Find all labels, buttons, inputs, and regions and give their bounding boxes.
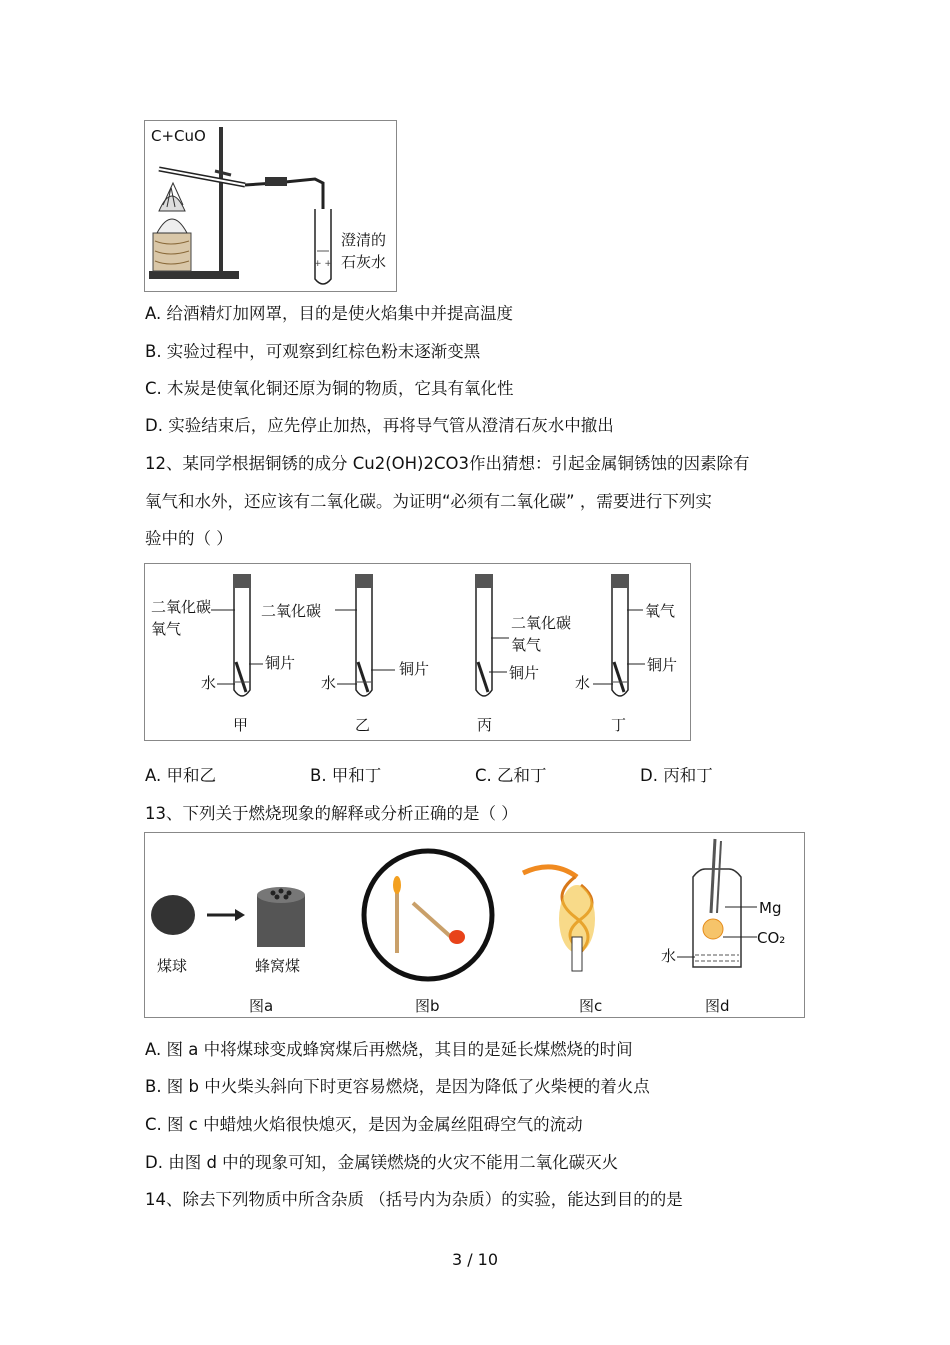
label-ding-cu: 铜片: [647, 656, 678, 674]
match-tilted: [413, 903, 451, 937]
label-honeycomb: 蜂窝煤: [255, 957, 301, 975]
q11-option-c: C. 木炭是使氧化铜还原为铜的物质，它具有氧化性: [145, 379, 514, 398]
label-yi-water: 水: [321, 674, 337, 692]
tube-jia: [151, 574, 295, 734]
coal-ball: [151, 895, 195, 935]
q14-stem: 14、除去下列物质中所含杂质 （括号内为杂质）的实验，能达到目的的是: [145, 1190, 683, 1209]
q13-option-c: C. 图 c 中蜡烛火焰很快熄灭，是因为金属丝阻碍空气的流动: [145, 1115, 583, 1134]
label-yi-cu: 铜片: [399, 660, 430, 678]
caption-jia: 甲: [233, 716, 249, 734]
q12-option-a: A. 甲和乙: [145, 766, 216, 785]
figure-copper-rust-tubes: [144, 563, 691, 741]
label-jia-water: 水: [201, 674, 217, 692]
panel-c: [523, 867, 602, 1015]
label-limewater-2: 石灰水: [341, 253, 387, 271]
copper-rust-diagram: [145, 564, 690, 740]
caption-ding: 丁: [611, 716, 627, 734]
label-bing-cu: 铜片: [509, 664, 540, 682]
label-c-cuo: C+CuO: [151, 127, 206, 145]
stand-rod: [219, 127, 223, 273]
receiving-tube: [315, 209, 331, 284]
panel-d: [661, 839, 785, 1015]
page-number: 3 / 10: [451, 1250, 499, 1269]
rubber-tube: [265, 177, 287, 186]
panel-b: [364, 851, 492, 1015]
label-ding-o2: 氧气: [645, 602, 676, 620]
figure-combustion: [144, 832, 805, 1018]
wire-gauze-cover: [159, 196, 185, 211]
caption-yi: 乙: [355, 716, 371, 734]
label-water-d: 水: [661, 947, 677, 965]
q13-option-a: A. 图 a 中将煤球变成蜂窝煤后再燃烧，其目的是延长煤燃烧的时间: [145, 1040, 633, 1059]
candle: [572, 937, 582, 971]
label-coal-ball: 煤球: [157, 957, 188, 975]
label-jia-co2: 二氧化碳: [151, 598, 212, 616]
q13-stem: 13、下列关于燃烧现象的解释或分析正确的是（ ）: [145, 804, 518, 823]
q12-stem-line3: 验中的（ ）: [145, 529, 233, 548]
panel-a: [151, 887, 305, 1015]
q12-option-d: D. 丙和丁: [640, 766, 713, 785]
caption-a: 图a: [249, 997, 274, 1015]
q11-option-a: A. 给酒精灯加网罩，目的是使火焰集中并提高温度: [145, 304, 513, 323]
label-yi-co2: 二氧化碳: [261, 602, 322, 620]
label-mg: Mg: [759, 899, 782, 917]
label-co2: CO₂: [757, 929, 786, 947]
label-limewater-1: 澄清的: [341, 231, 387, 249]
tube-ding: [575, 574, 677, 734]
caption-c: 图c: [579, 997, 603, 1015]
stand-base: [149, 271, 239, 279]
label-jia-cu: 铜片: [265, 654, 296, 672]
label-bing-o2: 氧气: [511, 636, 542, 654]
label-bing-co2: 二氧化碳: [511, 614, 572, 632]
gas-jar: [693, 869, 741, 967]
caption-b: 图b: [415, 997, 440, 1015]
tube-bing: [475, 574, 571, 734]
arrow-icon: [235, 909, 245, 921]
q12-stem-line1: 12、某同学根据铜锈的成分 Cu2(OH)2CO3作出猜想：引起金属铜锈蚀的因素除有: [145, 454, 750, 473]
q12-option-c: C. 乙和丁: [475, 766, 547, 785]
burning-mg: [703, 919, 723, 939]
q13-option-b: B. 图 b 中火柴头斜向下时更容易燃烧，是因为降低了火柴梗的着火点: [145, 1077, 650, 1096]
q11-option-b: B. 实验过程中，可观察到红棕色粉末逐渐变黑: [145, 342, 481, 361]
label-ding-water: 水: [575, 674, 591, 692]
caption-bing: 丙: [477, 716, 493, 734]
combustion-diagram: [145, 833, 804, 1017]
carbon-reduction-diagram: [145, 121, 396, 291]
svg-text:+ +: + +: [314, 259, 332, 269]
caption-d: 图d: [705, 997, 730, 1015]
figure-carbon-reduction: [144, 120, 397, 292]
alcohol-lamp: [157, 219, 187, 233]
q12-option-b: B. 甲和丁: [310, 766, 382, 785]
label-jia-o2: 氧气: [151, 620, 182, 638]
q12-stem-line2: 氧气和水外，还应该有二氧化碳。为证明“必须有二氧化碳” ，需要进行下列实: [145, 492, 712, 511]
q11-option-d: D. 实验结束后，应先停止加热，再将导气管从澄清石灰水中撤出: [145, 416, 614, 435]
q13-option-d: D. 由图 d 中的现象可知，金属镁燃烧的火灾不能用二氧化碳灭火: [145, 1153, 619, 1172]
